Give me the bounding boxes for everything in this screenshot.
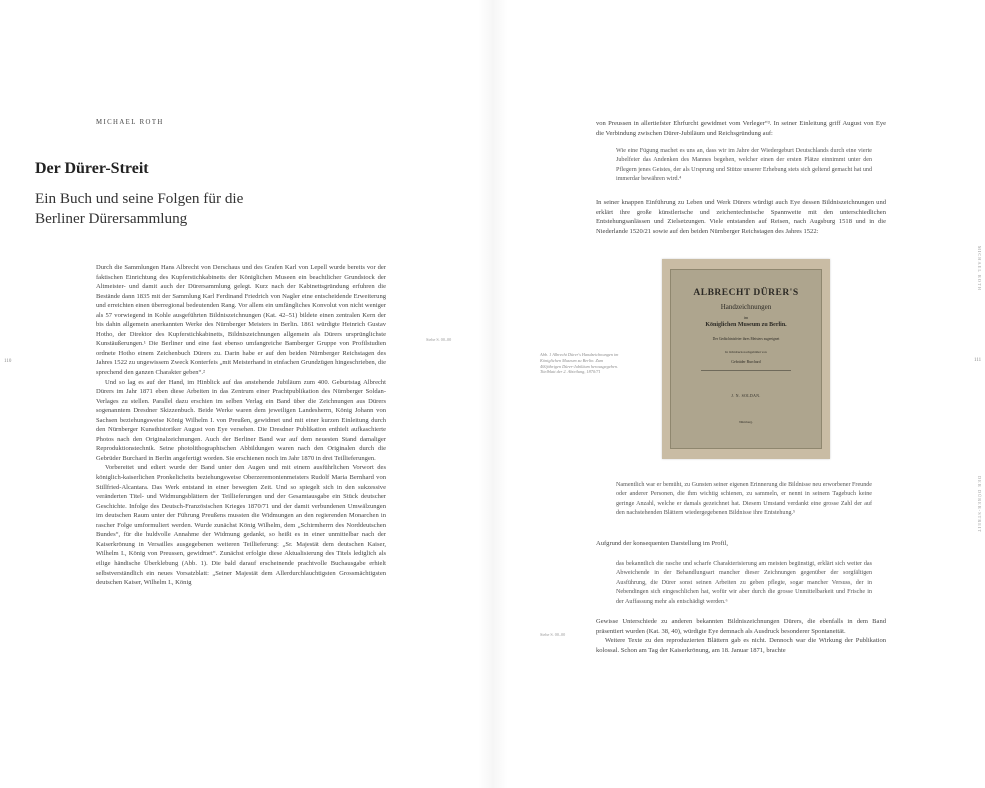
quote-text: das bekanntlich die rasche und scharfe Charakterisierung am meisten begünstigt, erklärt sich weiter das Abweichende in der Behandlungsart mancher dieser Zeichnungen gegenüber der sorgfältigen Ausführung, die Dürer sonst seinen Arbeiten zu geben pflegte, sogar mancher Versuss, der in Nebendingen sich eingeschlichen hat, wofür wir aber durch die grosse Unmittelbarkeit und Frische in der Auffassung mehr als entschädigt werden.⁶ <box>616 561 872 605</box>
title-page-sheet <box>670 269 822 449</box>
running-head: MICHAEL ROTH <box>977 246 982 291</box>
figure-line: Der Gedächtnisfeier ihres Meisters zugeeignet <box>712 337 780 341</box>
figure-line: Königlichen Museum zu Berlin. <box>705 322 787 328</box>
page-number-left: 110 <box>4 359 12 364</box>
quote-text: Wie eine Fügung machet es uns an, dass wir im Jahre der Wiedergeburt Deutschlands durch eine vierte Jubelfeier das Andenken des Mannes begehen, welcher einen der ersten Plätze einnimmt unter den Pflegern jenes Geistes, der als Ursprung und Stütze unserer Erhebung stets sich geltend gemacht hat und immerdar bewähren wird.⁴ <box>616 148 872 183</box>
figure-line: ALBRECHT DÜRER'S <box>693 288 799 298</box>
paragraph: Vorbereitet und ediert wurde der Band unter den Augen und mit einem ausführlichen Vorwort des königlich-kaiserlichen Pronkelicheits beziehungsweise Oberzeremonienmeisters Rudolf Maria Bernhard von Stillfried-Alcantara. Das Werk entstand in einer bewegten Zeit. Und so spiegelt sich in den sukzessive veränderten Titel- und Widmungsblättern der Teillieferungen und der Gesamtausgabe ein Stück deutscher Geschichte. Infolge des Deutsch-Französischen Krieges 1870/71 und der damit verbundenen Umwälzungen im deutschen Raum unter der Führung Preußens mussten die Widmungen an den regierenden Monarchen in rascher Folge umformuliert werden. Wurde zunächst König Wilhelm, dem „Schirmherrn des Norddeutschen Bundes“, für die huldvolle Annahme der Widmung gedankt, so heißt es in einer unmittelbar nach der Kaiserkrönung in Versailles ausgegebenen weiteren Teillieferung: „Sr. Majestät dem deutschen Kaiser, Wilhelm I., König von Preussen, gewidmet“. Zunächst erfolgte diese Aktualisierung des Titels lediglich als eilige händische Überklebung (Abb. 1). Die bald darauf erscheinende prachtvolle Buchausgabe erhielt selbstverständlich ein neues Vorsatzblatt: „Seiner Majestät dem Allerdurchlauchtigsten Grossmächtigsten deutschen Kaiser, Wilhelm I., König <box>96 464 386 587</box>
body-paragraph <box>596 617 886 655</box>
body-paragraph <box>596 198 886 236</box>
body-text-left <box>96 263 386 588</box>
body-paragraph <box>596 539 886 549</box>
right-page <box>492 0 985 788</box>
chapter-subtitle: Ein Buch und seine Folgen für die Berliner Dürersammlung <box>35 190 244 227</box>
paragraph: von Preussen in allertiefster Ehrfurcht gewidmet vom Verleger“³. In seiner Einleitung griff August von Eye die Verbindung zwischen Dürer-Jubiläum und Reichsgründung auf: <box>596 120 886 137</box>
margin-note: Siehe S. 00–00 <box>540 632 566 637</box>
title-page-image <box>662 259 830 459</box>
divider <box>701 370 791 371</box>
block-quote <box>616 560 872 607</box>
running-head: DER DÜRER-STREIT <box>977 476 982 534</box>
figure-line: Gebrüder Burchard <box>731 360 761 364</box>
margin-note: Siehe S. 00–00 <box>426 337 452 342</box>
intro-paragraph <box>596 119 886 138</box>
paragraph: Durch die Sammlungen Hans Albrecht von Derschaus und des Grafen Karl von Lepell wurde bereits vor der faktischen Einrichtung des Kupferstichkabinetts der Königlichen Museen ein beachtlicher Grundstock der Altmeister- und damit auch der Dürersammlung gelegt. Kurz nach der Kabinettsgründung erfuhren die Bestände dann 1835 mit der Sammlung Karl Ferdinand Friedrich von Nagler eine entscheidende Erweiterung und erreichten einen überregional bedeutenden Rang. Vor allem ein umfängliches Konvolut von nicht weniger als 57 vorwiegend in Kohle ausgeführten Bildniszeichnungen (Kat. 42–51) bildete einen zentralen Kern der bis dahin allgemein anerkannten Werke des Nürnberger Meisters in Berlin. 1861 würdigte Heinrich Gustav Hotho, der Direktor des Kupferstichkabinetts, Bildniszeichnungen allgemein als Dürers ursprünglichste Kunstäußerungen.¹ Die Berliner und eine fast ebenso umfangreiche Bamberger Gruppe von Profilstudien ordnete Hotho einem Zeichenbuch Dürers zu. Darin habe er auf den beiden Nürnberger Reichstagen des Jahres 1522 zu ungewissem Zweck Konterfeis „mit Meisterhand in einfachen Grundzügen hingeschrieben, die sprechend den ganzen Charakter geben“.² <box>96 264 386 377</box>
author-name: MICHAEL ROTH <box>96 119 164 126</box>
block-quote <box>616 147 872 185</box>
page-number-right: 111 <box>974 358 982 363</box>
quote-text: Namentlich war er bemüht, zu Gunsten seiner eigenen Erinnerung die Bildnisse neu erworbener Freunde oder anderer Personen, die ihm wichtig schienen, zu sammeln, er nennt in seinem Tagebuch keine geringe Anzahl, welche er damals gezeichnet hat. Diesem Umstand verdankt eine grosse Zahl der auf den nachstehenden Blättern wiedergegebenen Bildnisse ihre Entstehung.⁵ <box>616 482 872 517</box>
paragraph: Aufgrund der konsequenten Darstellung im Profil, <box>596 540 729 547</box>
paragraph: Und so lag es auf der Hand, im Hinblick auf das anstehende Jubiläum zum 400. Geburtstag Albrecht Dürers im Jahr 1871 eben diese Arbeiten in das Zentrum einer Prachtpublikation des Nürnberger Soldan-Verlages zu stellen. Parallel dazu erschien im selben Verlag ein Band über die Zeichnungen aus Dürers sogenanntem Dresdner Skizzenbuch. Beide Werke waren dem jeweiligen Landesherrn, König Johann von Sachsen beziehungsweise König Wilhelm I. von Preußen, gewidmet und mit einer kurzen Einleitung durch den Nürnberger Kunsthistoriker August von Eye versehen. Die Dresdner Publikation enthielt aufkaschierte Photos nach den Originalzeichnungen. Auch der Berliner Band war auf dem neuesten Stand damaliger Reproduktionstechnik. Seine photolithographischen Abbildungen waren nach den Originalen durch die Gebrüder Burchard in Berlin angefertigt worden. Sie erschienen noch im Jahr 1870 in drei Teillieferungen. <box>96 378 386 462</box>
figure-line: J. N. SOLDAN. <box>731 394 761 398</box>
block-quote <box>616 481 872 519</box>
figure-line: im <box>743 315 749 320</box>
paragraph: Gewisse Unterschiede zu anderen bekannten Bildniszeichnungen Dürers, die ebenfalls in dem Band präsentiert wurden (Kat. 38, 40), würdigte Eye demnach als Ausdruck besonderer Spontaneität. <box>596 618 886 635</box>
paragraph: Weitere Texte zu den reproduzierten Blättern gab es nicht. Dennoch war die Wirkung der Publikation kolossal. Schon am Tag der Kaiserkrönung, am 18. Januar 1871, brachte <box>596 637 886 654</box>
figure-line: Handzeichnungen <box>720 303 772 311</box>
chapter-title: Der Dürer-Streit <box>35 160 149 177</box>
paragraph: In seiner knappen Einführung zu Leben und Werk Dürers würdigt auch Eye dessen Bildniszeichnungen und erklärt ihre große künstlerische und zeichentechnische Spannweite mit den unterschiedlichen Entstehungsanlässen und Zielsetzungen. Viele entstanden auf Reisen, nach Augsburg 1518 und in die Niederlande 1520/21 sowie auf den beiden Nürnberger Reichstagen des Jahres 1522: <box>596 199 886 235</box>
figure-line: Nürnberg. <box>739 420 753 424</box>
figure-caption: Abb. 1 Albrecht Dürer's Handzeichnungen im Königlichen Museum zu Berlin. Zum 400jährigen Dürer-Jubiläum herausgegeben. Titelblatt der 2. Abteilung, 1870/71 <box>540 352 619 375</box>
figure-line: In lichtdruck nachgebildet von <box>725 350 767 354</box>
left-page <box>0 0 492 788</box>
